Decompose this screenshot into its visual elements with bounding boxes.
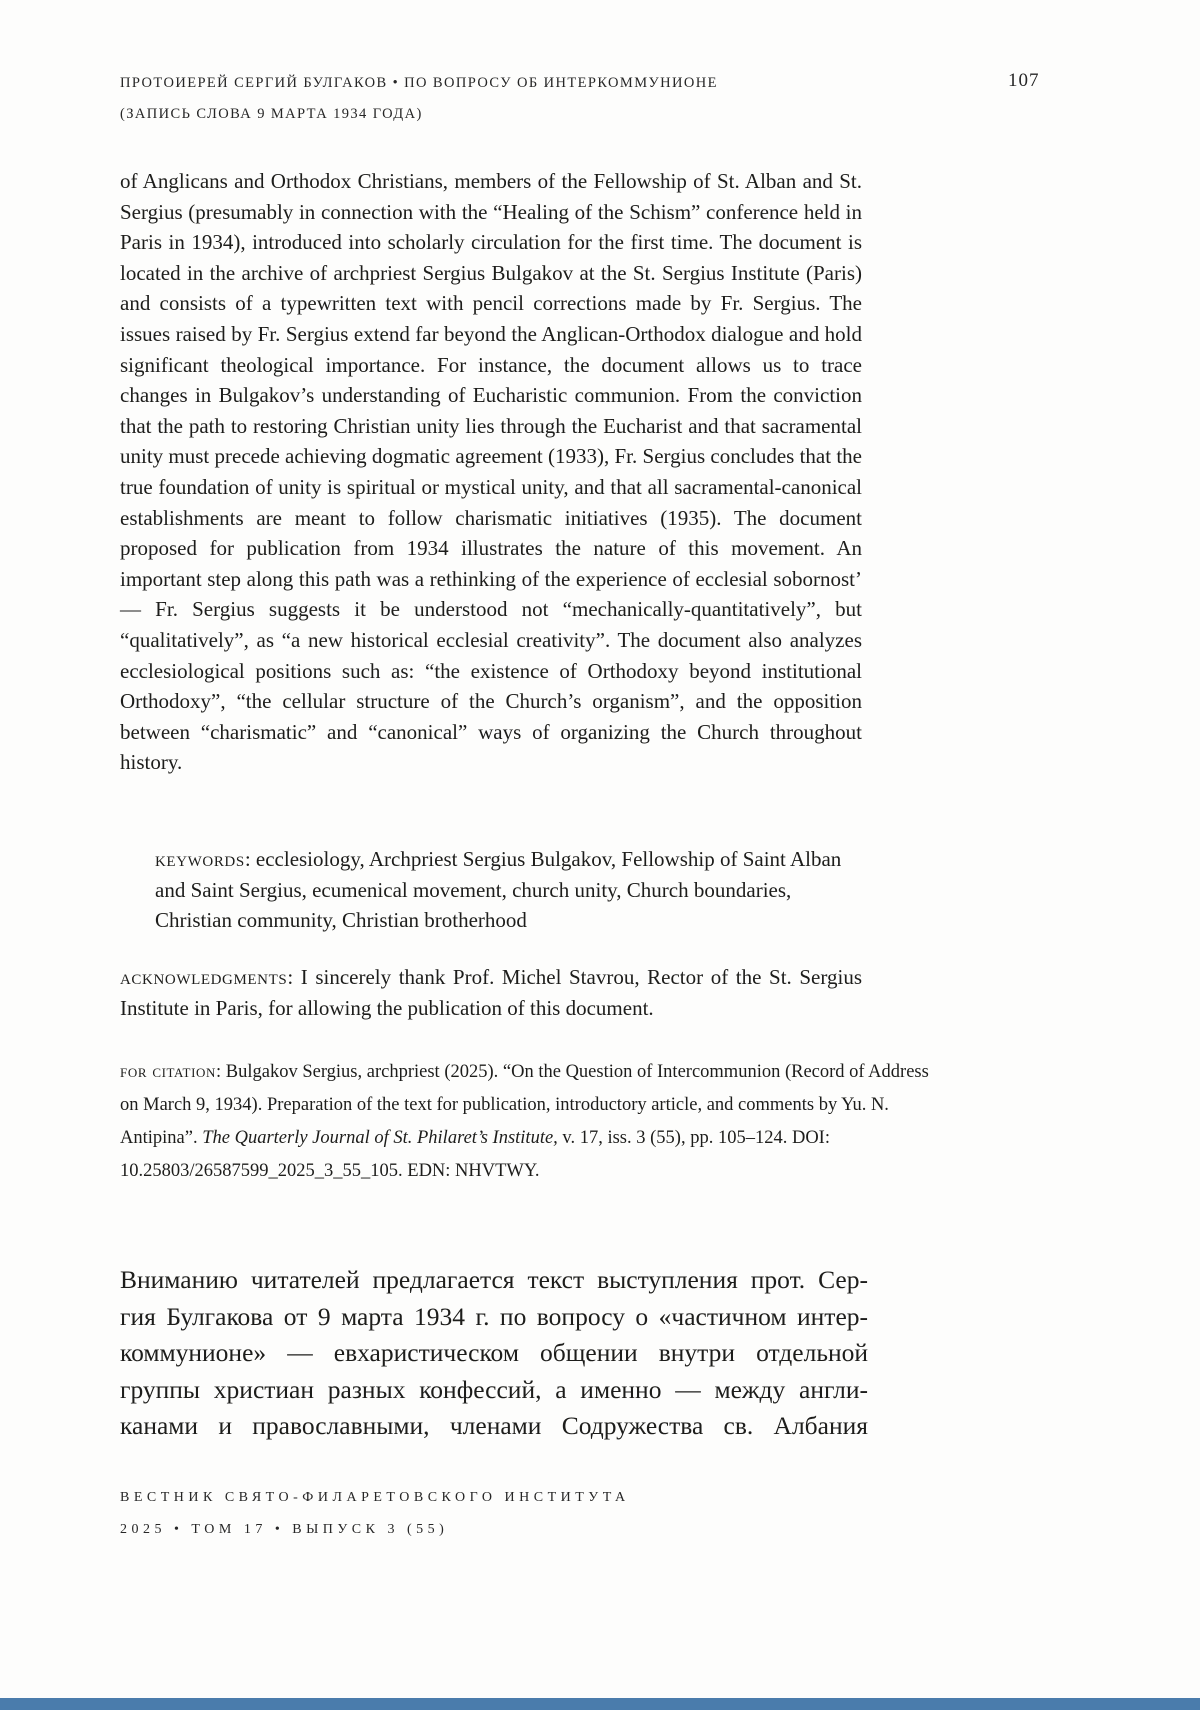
keywords-text: : ecclesiology, Archpriest Sergius Bulgakov, Fellowship of Saint Alban and Saint Sergius, ecumenical movement, church unity, Church boundaries, Christian community, Christian brotherhood	[155, 847, 842, 933]
citation-text-before: : Bulgakov Sergius, archpriest (2025). “On the Question of Intercommunion (Record of Address on March 9, 1934). Preparation of the text for publication, introductory article, and comments by Yu. N. Antipina”.	[120, 1062, 929, 1148]
bottom-accent-bar	[0, 1698, 1200, 1710]
russian-line: гия Булгакова от 9 марта 1934 г. по вопросу о «частичном интер-	[120, 1301, 868, 1331]
acknowledgments-label: acknowledgments	[120, 965, 288, 989]
citation-journal-title: The Quarterly Journal of St. Philaret’s Institute,	[202, 1128, 558, 1148]
running-header	[120, 68, 900, 130]
russian-line: группы христиан разных конфессий, а именно — между англи-	[120, 1374, 868, 1404]
running-subtitle: (ЗАПИСЬ СЛОВА 9 МАРТА 1934 ГОДА)	[120, 106, 423, 122]
footer-issue-info: 2025 • ТОМ 17 • ВЫПУСК 3 (55)	[120, 1522, 449, 1537]
abstract-text: of Anglicans and Orthodox Christians, members of the Fellowship of St. Alban and St. Sergius (presumably in connection with the “Healing of the Schism” conference held in Paris in 1934), introduced into scholarly circulation for the first time. The document is located in the archive of archpriest Sergius Bulgakov at the St. Sergius Institute (Paris) and consists of a typewritten text with pencil corrections made by Fr. Sergius. The issues raised by Fr. Sergius extend far beyond the Anglican-Orthodox dialogue and hold significant theological importance. For instance, the document allows us to trace changes in Bulgakov’s understanding of Eucharistic communion. From the conviction that the path to restoring Christian unity lies through the Eucharist and that sacramental unity must precede achieving dogmatic agreement (1933), Fr. Sergius concludes that the true foundation of unity is spiritual or mystical unity, and that all sacramental-canonical establishments are meant to follow charismatic initiatives (1935). The document proposed for publication from 1934 illustrates the nature of this movement. An important step along this path was a rethinking of the experience of ecclesial sobornost’ — Fr. Sergius suggests it be understood not “mechanically-quantitatively”, but “qualitatively”, as “a new historical ecclesial creativity”. The document also analyzes ecclesiological positions such as: “the existence of Orthodoxy beyond institutional Orthodoxy”, “the cellular structure of the Church’s organism”, and the opposition between “charismatic” and “canonical” ways of organizing the Church throughout history.	[120, 169, 862, 775]
citation-label: for citation	[120, 1062, 217, 1082]
citation-text-after: v. 17, iss. 3 (55), pp. 105–124. DOI: 10.25803/26587599_2025_3_55_105. EDN: NHVTWY.	[120, 1128, 830, 1181]
acknowledgments-text: : I sincerely thank Prof. Michel Stavrou, Rector of the St. Sergius Institute in Paris, for allowing the publication of this document.	[120, 965, 862, 1020]
russian-intro-paragraph	[120, 1262, 868, 1445]
page-footer	[120, 1482, 630, 1546]
keywords-label: keywords	[155, 847, 245, 871]
running-title: ПРОТОИЕРЕЙ СЕРГИЙ БУЛГАКОВ • ПО ВОПРОСУ ОБ ИНТЕРКОММУНИОНЕ	[120, 75, 718, 91]
page-number: 107	[1008, 70, 1040, 91]
russian-line: Вниманию читателей предлагается текст выступления прот. Сер-	[120, 1265, 868, 1294]
keywords-block	[155, 844, 843, 936]
footer-journal-name: ВЕСТНИК СВЯТО-ФИЛАРЕТОВСКОГО ИНСТИТУТА	[120, 1490, 630, 1505]
russian-line: канами и православными, членами Содружества св. Албания	[120, 1411, 868, 1441]
citation-block	[120, 1056, 942, 1188]
russian-line: коммунионе» — евхаристическом общении внутри отдельной	[120, 1338, 868, 1368]
acknowledgments-block	[120, 962, 862, 1024]
